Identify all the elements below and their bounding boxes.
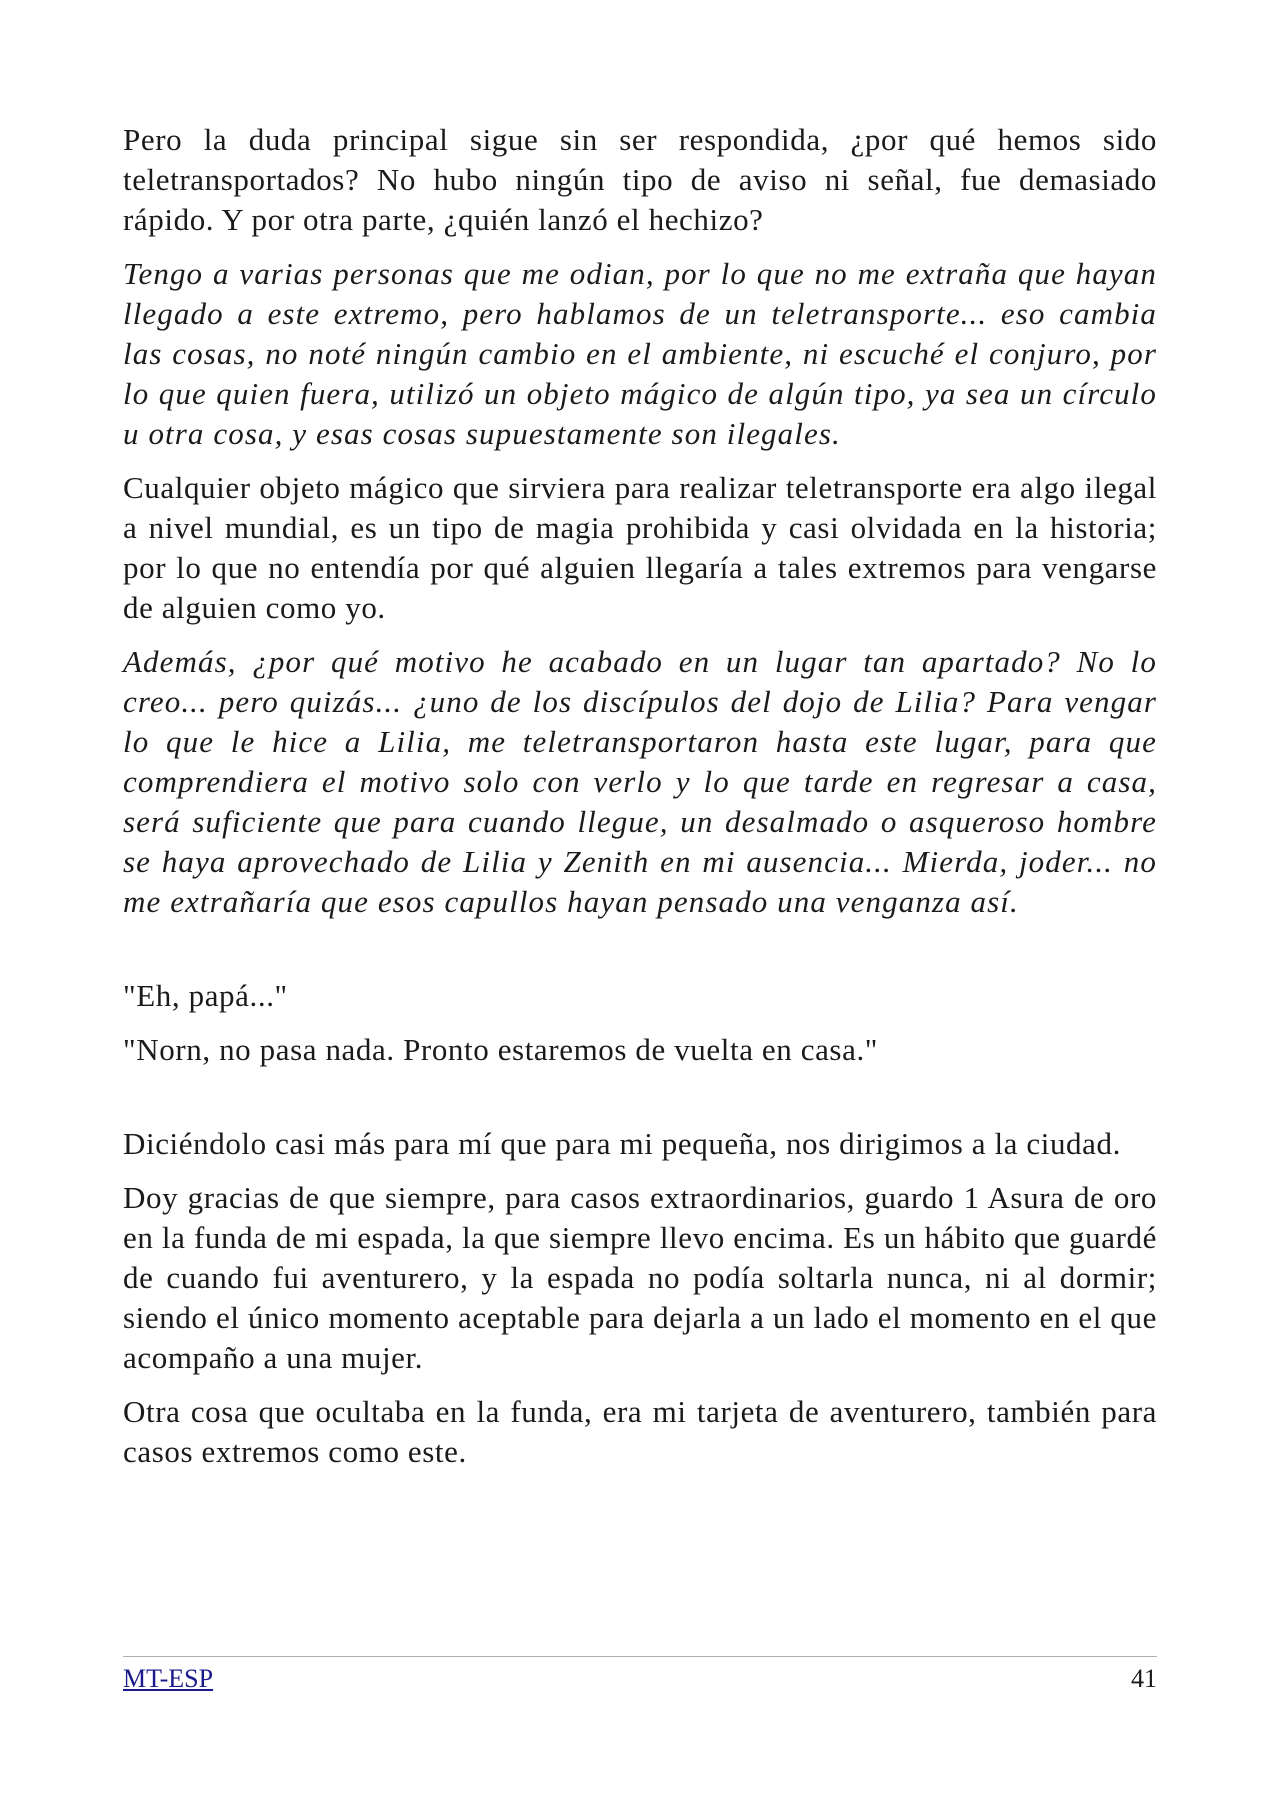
footer-source-link[interactable]: MT-ESP [123, 1664, 214, 1693]
paragraph-7: Diciéndolo casi más para mí que para mi pequeña, nos dirigimos a la ciudad. [123, 1126, 1121, 1161]
page-footer [123, 1656, 1157, 1695]
paragraph-4-italic: Además, ¿por qué motivo he acabado en un lugar tan apartado? No lo creo... pero quizás... ¿uno de los discípulos del dojo de Lilia? Para vengar lo que le hice a Lilia, me teletransportaron hasta este lugar, para que comprendiera el motivo solo con verlo y lo que tarde en regresar a casa, será suficiente que para cuando llegue, un desalmado o asqueroso hombre se haya aprovechado de Lilia y Zenith en mi ausencia... Mierda, joder... no me extrañaría que esos capullos hayan pensado una venganza así. [123, 644, 1157, 919]
paragraph-8: Doy gracias de que siempre, para casos extraordinarios, guardo 1 Asura de oro en la funda de mi espada, la que siempre llevo encima. Es un hábito que guardé de cuando fui aventurero, y la espada no podía soltarla nunca, ni al dormir; siendo el único momento aceptable para dejarla a un lado el momento en el que acompaño a una mujer. [123, 1180, 1157, 1375]
page-number: 41 [1131, 1664, 1157, 1693]
dialogue-line-2: "Norn, no pasa nada. Pronto estaremos de vuelta en casa." [123, 1032, 879, 1067]
paragraph-3: Cualquier objeto mágico que sirviera para realizar teletransporte era algo ilegal a nivel mundial, es un tipo de magia prohibida y casi olvidada en la historia; por lo que no entendía por qué alguien llegaría a tales extremos para vengarse de alguien como yo. [123, 470, 1157, 625]
dialogue-line-1: "Eh, papá..." [123, 978, 288, 1013]
document-body [123, 120, 1157, 1486]
paragraph-9: Otra cosa que ocultaba en la funda, era mi tarjeta de aventurero, también para casos extremos como este. [123, 1394, 1157, 1469]
paragraph-1: Pero la duda principal sigue sin ser respondida, ¿por qué hemos sido teletransportados? No hubo ningún tipo de aviso ni señal, fue demasiado rápido. Y por otra parte, ¿quién lanzó el hechizo? [123, 122, 1157, 237]
paragraph-2-italic: Tengo a varias personas que me odian, por lo que no me extraña que hayan llegado a este extremo, pero hablamos de un teletransporte... eso cambia las cosas, no noté ningún cambio en el ambiente, ni escuché el conjuro, por lo que quien fuera, utilizó un objeto mágico de algún tipo, ya sea un círculo u otra cosa, y esas cosas supuestamente son ilegales. [123, 256, 1157, 451]
